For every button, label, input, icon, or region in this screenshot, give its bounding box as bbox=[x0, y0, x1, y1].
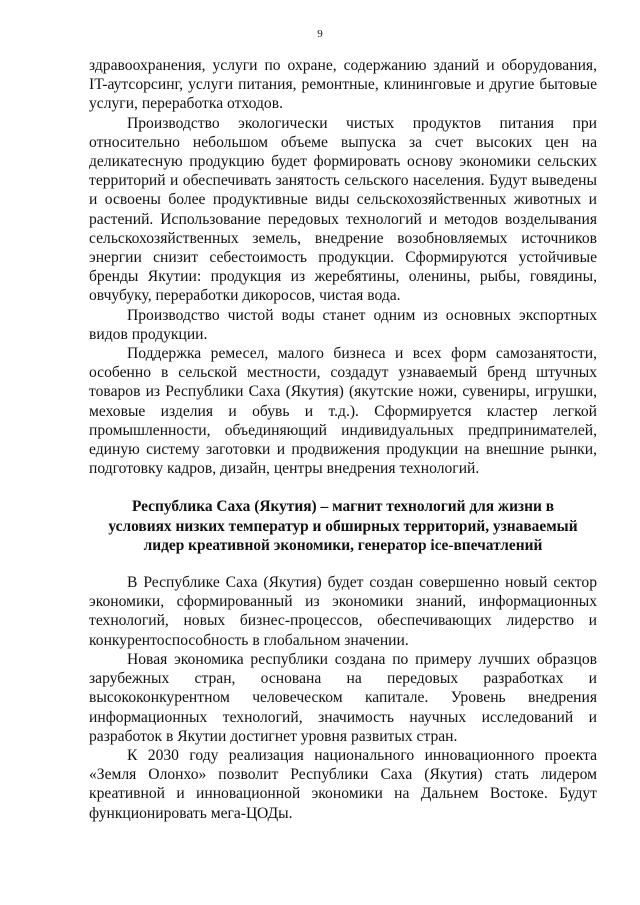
paragraph-olonkho-project: К 2030 году реализация национального инновационного проекта «Земля Олонхо» позволит Республики Саха (Якутия) стать лидером креативной и инновационной экономики на Дальнем Востоке. Будут функционировать мега-ЦОДы. bbox=[89, 746, 597, 822]
paragraph-new-economy-model: Новая экономика республики создана по примеру лучших образцов зарубежных стран, основана на передовых разработках и высококонкурентном человеческом капитале. Уровень внедрения информационных технологий, значимость научных исследований и разработок в Якутии достигнет уровня развитых стран. bbox=[89, 650, 597, 745]
paragraph-clean-water: Производство чистой воды станет одним из основных экспортных видов продукции. bbox=[89, 306, 597, 343]
section-heading bbox=[89, 497, 597, 555]
section-heading-line: Республика Саха (Якутия) – магнит технологий для жизни в bbox=[131, 498, 555, 516]
page-body bbox=[89, 56, 597, 823]
paragraph-clean-food-production: Производство экологически чистых продуктов питания при относительно небольшом объеме выпуска за счет высоких цен на деликатесную продукцию будет формировать основу экономики сельских территорий и обеспечивать занятость сельского населения. Будут выведены и освоены более продуктивные виды сельскохозяйственных животных и растений. Использование передовых технологий и методов возделывания сельскохозяйственных земель, внедрение возобновляемых источников энергии снизит себестоимость продукции. Сформируются устойчивые бренды Якутии: продукция из жеребятины, оленины, рыбы, говядины, овчубуку, переработки дикоросов, чистая вода. bbox=[89, 114, 597, 305]
paragraph-new-economy-sector: В Республике Саха (Якутия) будет создан совершенно новый сектор экономики, сформированный из экономики знаний, информационных технологий, новых бизнес-процессов, обеспечивающих лидерство и конкурентоспособность в глобальном значении. bbox=[89, 574, 597, 649]
paragraph-crafts-small-business: Поддержка ремесел, малого бизнеса и всех форм самозанятости, особенно в сельской местности, создадут узнаваемый бренд штучных товаров из Республики Саха (Якутия) (якутские ножи, сувениры, игрушки, меховые изделия и обувь и т.д.). Сформируется кластер легкой промышленности, объединяющий индивидуальных предпринимателей, единую систему заготовки и продвижения продукции на внешние рынки, подготовку кадров, дизайн, центры внедрения технологий. bbox=[89, 345, 597, 478]
paragraph-services-continuation: здравоохранения, услуги по охране, содержанию зданий и оборудования, IT-аутсорсинг, услуги питания, ремонтные, клининговые и другие бытовые услуги, переработка отходов. bbox=[89, 57, 597, 113]
section-heading-line: лидер креативной экономики, генератор ice-впечатлений bbox=[143, 536, 543, 554]
page-number: 9 bbox=[317, 28, 323, 40]
section-heading-line: условиях низких температур и обширных территорий, узнаваемый bbox=[108, 517, 578, 535]
